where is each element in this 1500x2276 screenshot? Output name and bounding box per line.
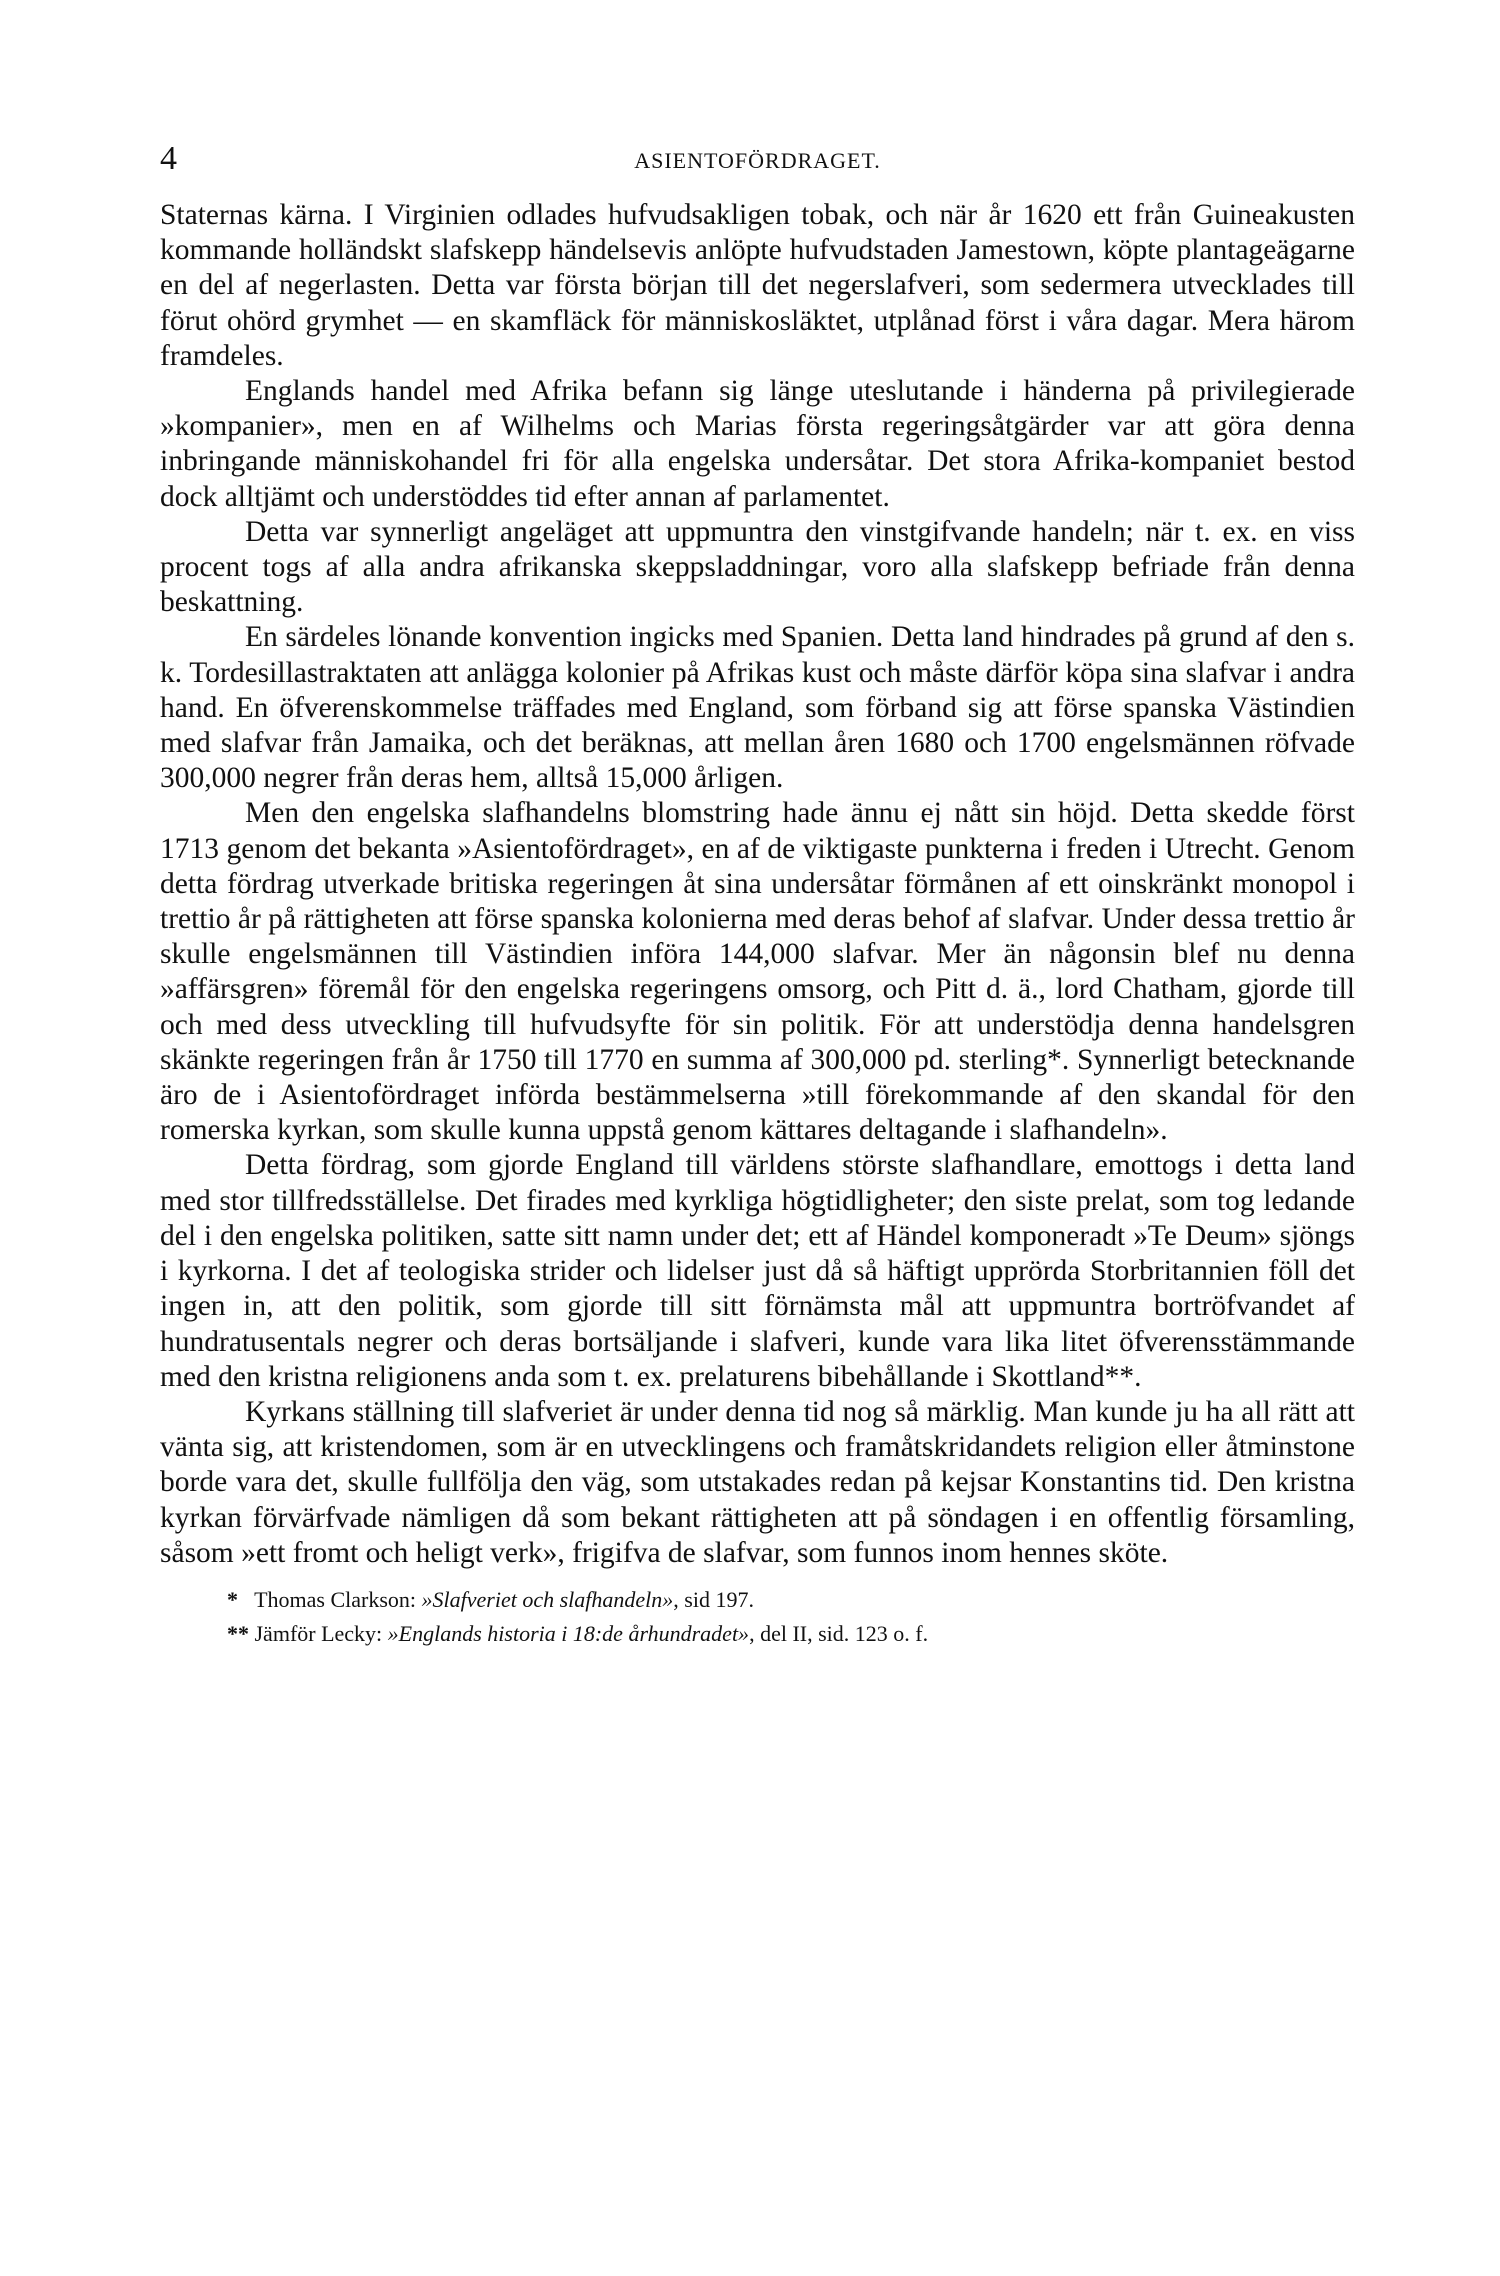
paragraph: Englands handel med Afrika befann sig länge uteslutande i händerna på privilegierade »kompanier», men en af Wilhelms och Marias första regeringsåtgärder var att göra denna inbringande människohandel fri för alla engelska undersåtar. Det stora Afrika-kompaniet bestod dock alltjämt och understöddes tid efter annan af parlamentet. <box>160 375 1355 513</box>
footnotes <box>160 1583 1355 1651</box>
footnote <box>227 1617 1355 1651</box>
footnote-mark: ** <box>227 1620 249 1646</box>
footnote-title: »Englands historia i 18:de århundradet» <box>387 1620 750 1646</box>
paragraph: Men den engelska slafhandelns blomstring hade ännu ej nått sin höjd. Detta skedde först 1713 genom det bekanta »Asientofördraget», en af de viktigaste punkterna i freden i Utrecht. Genom detta fördrag utverkade britiska regeringen åt sina undersåtar förmånen af ett oinskränkt monopol i trettio år på rättigheten att förse spanska kolonierna med deras behof af slafvar. Under dessa trettio år skulle engelsmännen till Västindien införa 144,000 slafvar. Mer än någonsin blef nu denna »affärsgren» föremål för den engelska regeringens omsorg, och Pitt d. ä., lord Chatham, gjorde till och med dess utveckling till hufvudsyfte för sin politik. För att understödja denna handelsgren skänkte regeringen från år 1750 till 1770 en summa af 300,000 pd. sterling*. Synnerligt betecknande äro de i Asientofördraget införda bestämmelserna »till förekommande af den skandal för den romerska kyrkan, som skulle kunna uppstå genom kättares deltagande i slafhandeln». <box>160 797 1355 1147</box>
paragraph: En särdeles lönande konvention ingicks med Spanien. Detta land hindrades på grund af den s. k. Tordesillastraktaten att anlägga kolonier på Afrikas kust och måste därför köpa sina slafvar i andra hand. En öfverenskommelse träffades med England, som förband sig att förse spanska Västindien med slafvar från Jamaika, och det beräknas, att mellan åren 1680 och 1700 engelsmännen röfvade 300,000 negrer från deras hem, alltså 15,000 årligen. <box>160 621 1355 795</box>
footnote-prefix: Thomas Clarkson: <box>254 1586 422 1612</box>
footnote-mark: * <box>227 1586 238 1612</box>
paragraph: Kyrkans ställning till slafveriet är under denna tid nog så märklig. Man kunde ju ha all rätt att vänta sig, att kristendomen, som är en utvecklingens och framåtskridandets religion eller åtminstone borde vara det, skulle fullfölja den väg, som utstakades redan på kejsar Konstantins tid. Den kristna kyrkan förvärfvade nämligen då som bekant rättigheten att på söndagen i en offentlig församling, såsom »ett fromt och heligt verk», frigifva de slafvar, som funnos inom hennes sköte. <box>160 1395 1355 1569</box>
footnote-prefix: Jämför Lecky: <box>254 1620 388 1646</box>
paragraph: Staternas kärna. I Virginien odlades hufvudsakligen tobak, och när år 1620 ett från Guineakusten kommande holländskt slafskepp händelsevis anlöpte hufvudstaden Jamestown, köpte plantageägarne en del af negerlasten. Detta var första början till det negerslafveri, som sedermera utvecklades till förut ohörd grymhet — en skamfläck för människosläktet, utplånad först i våra dagar. Mera härom framdeles. <box>160 199 1355 372</box>
book-page <box>160 140 1355 1651</box>
running-title: ASIENTOFÖRDRAGET. <box>634 148 881 173</box>
body-text <box>160 198 1355 1571</box>
paragraph: Detta var synnerligt angeläget att uppmuntra den vinstgifvande handeln; när t. ex. en viss procent togs af alla andra afrikanska skeppsladdningar, voro alla slafskepp befriade från denna beskattning. <box>160 515 1355 619</box>
footnote-suffix: , sid 197. <box>673 1586 754 1612</box>
page-number: 4 <box>160 140 177 177</box>
footnote <box>227 1583 1355 1617</box>
footnote-title: »Slafveriet och slafhandeln» <box>421 1586 674 1612</box>
footnote-suffix: , del II, sid. 123 o. f. <box>749 1620 929 1646</box>
paragraph: Detta fördrag, som gjorde England till världens störste slafhandlare, emottogs i detta land med stor tillfredsställelse. Det firades med kyrkliga högtidligheter; den siste prelat, som tog ledande del i den engelska politiken, satte sitt namn under det; ett af Händel komponeradt »Te Deum» sjöngs i kyrkorna. I det af teologiska strider och lidelser just då så häftigt upprörda Storbritannien föll det ingen in, att den politik, som gjorde till sitt förnämsta mål att uppmuntra bortröfvandet af hundratusentals negrer och deras bortsäljande i slafveri, kunde vara lika litet öfverensstämmande med den kristna religionens anda som t. ex. prelaturens bibehållande i Skottland**. <box>160 1149 1355 1393</box>
page-header <box>160 140 1355 184</box>
